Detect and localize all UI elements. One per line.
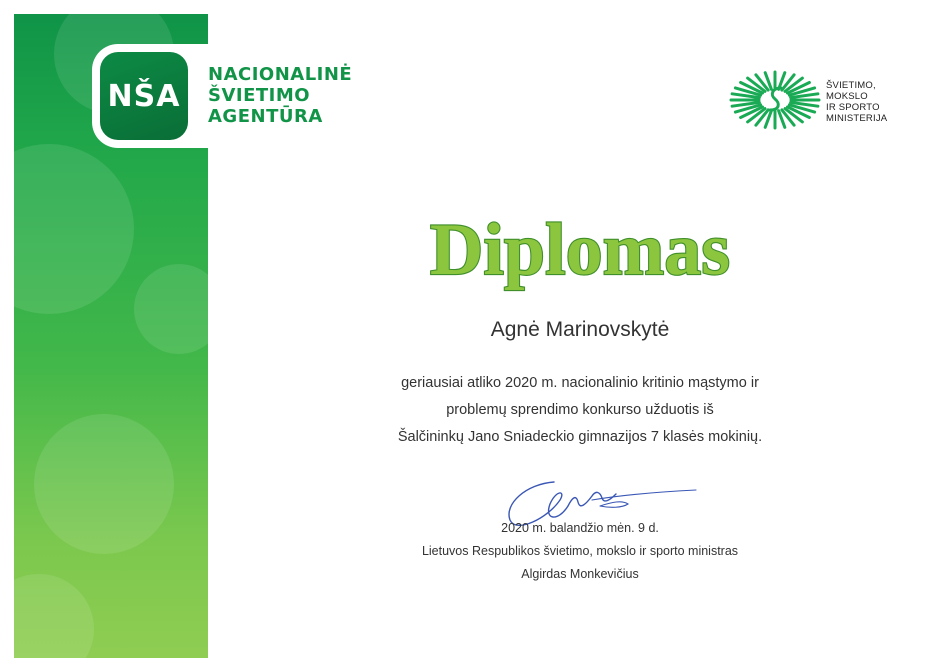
diploma-title-text: Diplomas bbox=[429, 209, 731, 291]
agency-name-line: AGENTŪRA bbox=[208, 106, 323, 127]
achievement-line: problemų sprendimo konkurso užduotis iš bbox=[446, 402, 714, 418]
ministry-name-line: MINISTERIJA bbox=[826, 113, 888, 124]
issue-date: 2020 m. balandžio mėn. 9 d. bbox=[501, 521, 659, 535]
ministry-name bbox=[826, 80, 887, 124]
achievement-line: Šalčininkų Jano Sniadeckio gimnazijos 7 klasės mokinių. bbox=[397, 429, 763, 445]
ministry-name-line: MOKSLO bbox=[826, 91, 868, 102]
agency-name-line: NACIONALINĖ bbox=[208, 64, 353, 85]
nsa-logo-icon bbox=[100, 52, 188, 140]
decorative-circle bbox=[14, 574, 94, 658]
achievement-line: geriausiai atliko 2020 m. nacionalinio kritinio mąstymo ir bbox=[401, 375, 759, 391]
ministry-emblem-icon bbox=[728, 70, 822, 130]
decorative-circle bbox=[134, 264, 208, 354]
agency-name-line: ŠVIETIMO bbox=[208, 85, 311, 106]
ministry-name-line: ŠVIETIMO, bbox=[826, 80, 876, 91]
signatory-name: Algirdas Monkevičius bbox=[521, 567, 639, 581]
recipient-name: Agnė Marinovskytė bbox=[490, 318, 670, 341]
achievement-text bbox=[330, 370, 830, 451]
ministry-name-line: IR SPORTO bbox=[826, 102, 880, 113]
agency-name bbox=[208, 64, 352, 127]
signatory-position: Lietuvos Respublikos švietimo, mokslo ir sporto ministras bbox=[421, 544, 739, 558]
signature-block bbox=[330, 517, 830, 586]
diploma-title bbox=[400, 198, 760, 298]
decorative-circle bbox=[34, 414, 174, 554]
decorative-circle bbox=[14, 144, 134, 314]
nsa-logo-text: NŠA bbox=[107, 78, 181, 114]
